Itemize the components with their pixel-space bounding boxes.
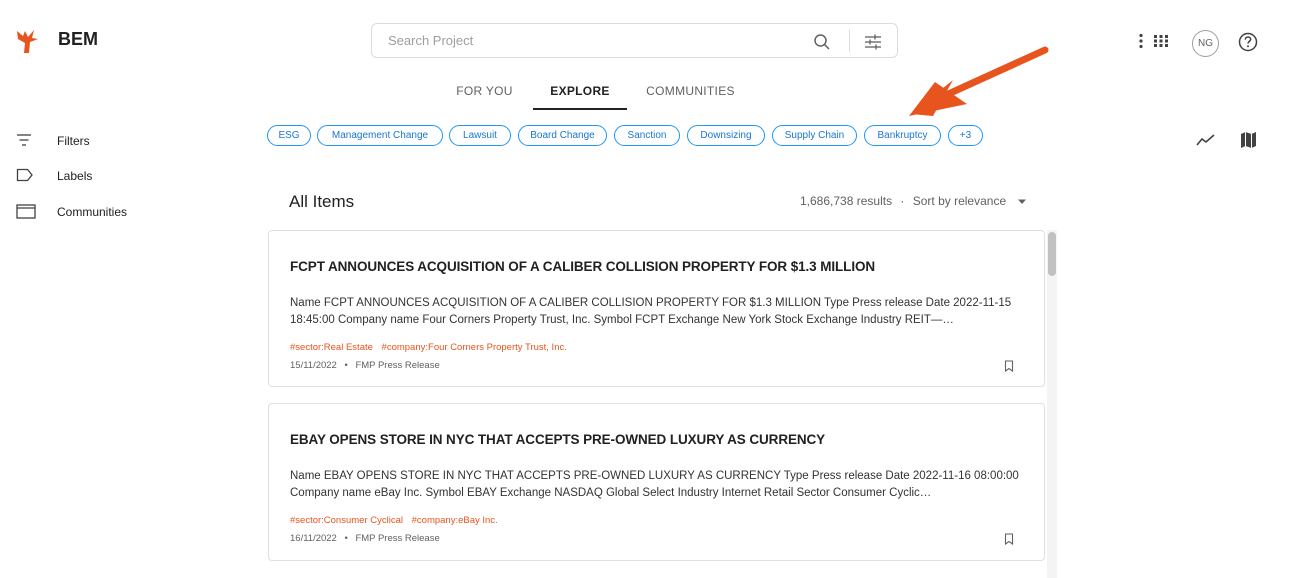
sort-dropdown[interactable]: Sort by relevance <box>912 194 1007 208</box>
card-source: FMP Press Release <box>355 360 440 371</box>
card-title[interactable]: EBAY OPENS STORE IN NYC THAT ACCEPTS PRE-OWNED LUXURY AS CURRENCY <box>290 432 826 447</box>
map-icon[interactable] <box>1240 131 1257 149</box>
scroll-track <box>1047 230 1057 578</box>
card-description: Name FCPT ANNOUNCES ACQUISITION OF A CALIBER COLLISION PROPERTY FOR $1.3 MILLION Type Press release Date 2022-11-15 18:45:00 Company name Four Corners Property Trust, Inc. Symbol FCPT Exchange New York Stock Exchange Industry REIT—… <box>290 297 1012 326</box>
folder-window-icon <box>16 204 36 219</box>
label-tag-icon <box>16 168 34 182</box>
sidebar-item-communities[interactable] <box>16 201 216 223</box>
tag-sector[interactable]: #sector:Real Estate <box>290 342 373 353</box>
sidebar-item-labels[interactable] <box>16 165 216 187</box>
sidebar-item-filters[interactable] <box>16 130 216 152</box>
more-vert-icon[interactable] <box>1134 33 1148 49</box>
scrollbar-thumb[interactable] <box>1048 232 1056 276</box>
card-tags <box>290 342 573 353</box>
meta-bullet: • <box>344 533 348 544</box>
chip-supply-chain[interactable]: Supply Chain <box>772 125 857 146</box>
card-source: FMP Press Release <box>355 533 440 544</box>
chip-esg[interactable]: ESG <box>267 125 311 146</box>
help-icon[interactable] <box>1237 31 1259 53</box>
search-input[interactable] <box>386 32 790 49</box>
card-description: Name EBAY OPENS STORE IN NYC THAT ACCEPTS PRE-OWNED LUXURY AS CURRENCY Type Press release Date 2022-11-16 08:00:00 Company name eBay Inc. Symbol EBAY Exchange NASDAQ Global Select Industry Internet Retail Sector Consumer Cyclic… <box>290 470 1019 499</box>
chip-downsizing[interactable]: Downsizing <box>687 125 765 146</box>
result-card[interactable] <box>268 230 1045 387</box>
trending-icon[interactable] <box>1196 133 1216 147</box>
caret-down-icon[interactable] <box>1017 199 1027 205</box>
search-bar <box>371 23 898 58</box>
search-divider <box>849 30 850 52</box>
tag-company[interactable]: #company:Four Corners Property Trust, Inc. <box>381 342 567 353</box>
search-icon[interactable] <box>813 33 831 51</box>
bookmark-icon[interactable] <box>1004 533 1014 545</box>
card-date: 16/11/2022 <box>290 533 337 544</box>
chip-board-change[interactable]: Board Change <box>518 125 607 146</box>
list-heading: All Items <box>289 192 355 211</box>
sidebar-item-label: Filters <box>57 134 90 148</box>
apps-grid-icon[interactable] <box>1153 34 1169 48</box>
tab-explore[interactable]: EXPLORE <box>550 84 610 98</box>
active-tab-indicator <box>533 108 627 110</box>
card-meta <box>290 533 440 544</box>
results-summary <box>800 194 1006 208</box>
user-avatar[interactable]: NG <box>1192 30 1219 57</box>
bem-logo-icon <box>14 27 40 55</box>
chip-bankruptcy[interactable]: Bankruptcy <box>864 125 941 146</box>
results-count: 1,686,738 results <box>800 194 893 208</box>
tab-for-you[interactable]: FOR YOU <box>456 84 513 98</box>
card-tags <box>290 515 504 526</box>
card-title[interactable]: FCPT ANNOUNCES ACQUISITION OF A CALIBER COLLISION PROPERTY FOR $1.3 MILLION <box>290 259 876 274</box>
bookmark-icon[interactable] <box>1004 360 1014 372</box>
chip-sanction[interactable]: Sanction <box>614 125 680 146</box>
separator-dot: · <box>900 194 905 208</box>
sidebar-item-label: Labels <box>57 169 93 183</box>
tab-communities[interactable]: COMMUNITIES <box>646 84 735 98</box>
meta-bullet: • <box>344 360 348 371</box>
chip-management-change[interactable]: Management Change <box>317 125 443 146</box>
tag-sector[interactable]: #sector:Consumer Cyclical <box>290 515 403 526</box>
result-card[interactable] <box>268 403 1045 561</box>
filter-lines-icon <box>16 133 32 147</box>
card-date: 15/11/2022 <box>290 360 337 371</box>
card-meta <box>290 360 440 371</box>
tune-icon[interactable] <box>864 33 882 51</box>
annotation-arrow-icon <box>905 42 1055 120</box>
chip-lawsuit[interactable]: Lawsuit <box>449 125 511 146</box>
app-name: BEM <box>58 29 98 49</box>
tag-company[interactable]: #company:eBay Inc. <box>411 515 498 526</box>
chip-more[interactable]: +3 <box>948 125 983 146</box>
sidebar-item-label: Communities <box>57 205 128 219</box>
